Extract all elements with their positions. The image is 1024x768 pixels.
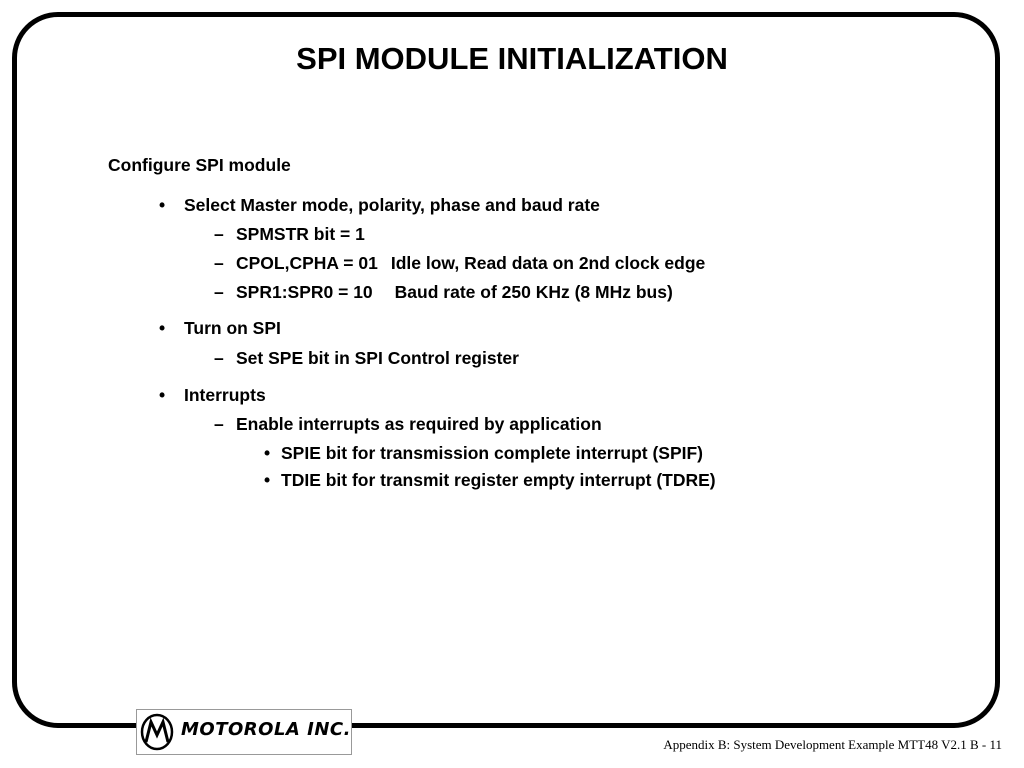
setting-text: SPR1:SPR0 = 10 xyxy=(236,282,373,302)
sub-item-enable-interrupts: Enable interrupts as required by application xyxy=(236,414,602,434)
motorola-emblem-icon xyxy=(140,713,174,751)
bullet-mark: • xyxy=(264,470,271,490)
sub-item-spr xyxy=(236,282,673,303)
dash-mark: – xyxy=(214,414,224,434)
setting-note: Baud rate of 250 KHz (8 MHz bus) xyxy=(394,282,673,302)
slide-footer: Appendix B: System Development Example MTT48 V2.1 B - 11 xyxy=(663,737,1002,752)
dash-mark: – xyxy=(214,224,224,244)
bullet-item-interrupts: Interrupts xyxy=(184,385,266,405)
setting-text: CPOL,CPHA = 01 xyxy=(236,253,378,273)
sub-item-spmstr xyxy=(236,224,365,245)
sub-sub-item-tdie: TDIE bit for transmit register empty interrupt (TDRE) xyxy=(281,470,716,490)
bullet-mark: • xyxy=(159,318,166,338)
slide-title: SPI MODULE INITIALIZATION xyxy=(296,41,728,76)
bullet-item-turn-on-spi: Turn on SPI xyxy=(184,318,281,338)
motorola-logo xyxy=(136,709,352,755)
slide-frame xyxy=(12,12,1000,728)
dash-mark: – xyxy=(214,282,224,302)
dash-mark: – xyxy=(214,253,224,273)
sub-sub-item-spie: SPIE bit for transmission complete interrupt (SPIF) xyxy=(281,443,703,463)
bullet-item-select-master: Select Master mode, polarity, phase and baud rate xyxy=(184,195,600,215)
bullet-mark: • xyxy=(159,385,166,405)
bullet-mark: • xyxy=(264,443,271,463)
sub-item-spe: Set SPE bit in SPI Control register xyxy=(236,348,519,368)
dash-mark: – xyxy=(214,348,224,368)
setting-note: Idle low, Read data on 2nd clock edge xyxy=(390,253,706,273)
setting-text: SPMSTR bit = 1 xyxy=(236,224,365,244)
section-heading: Configure SPI module xyxy=(108,155,291,175)
bullet-mark: • xyxy=(159,195,166,215)
sub-item-cpol-cpha xyxy=(236,253,705,274)
logo-wordmark: MOTOROLA INC. xyxy=(181,719,351,740)
